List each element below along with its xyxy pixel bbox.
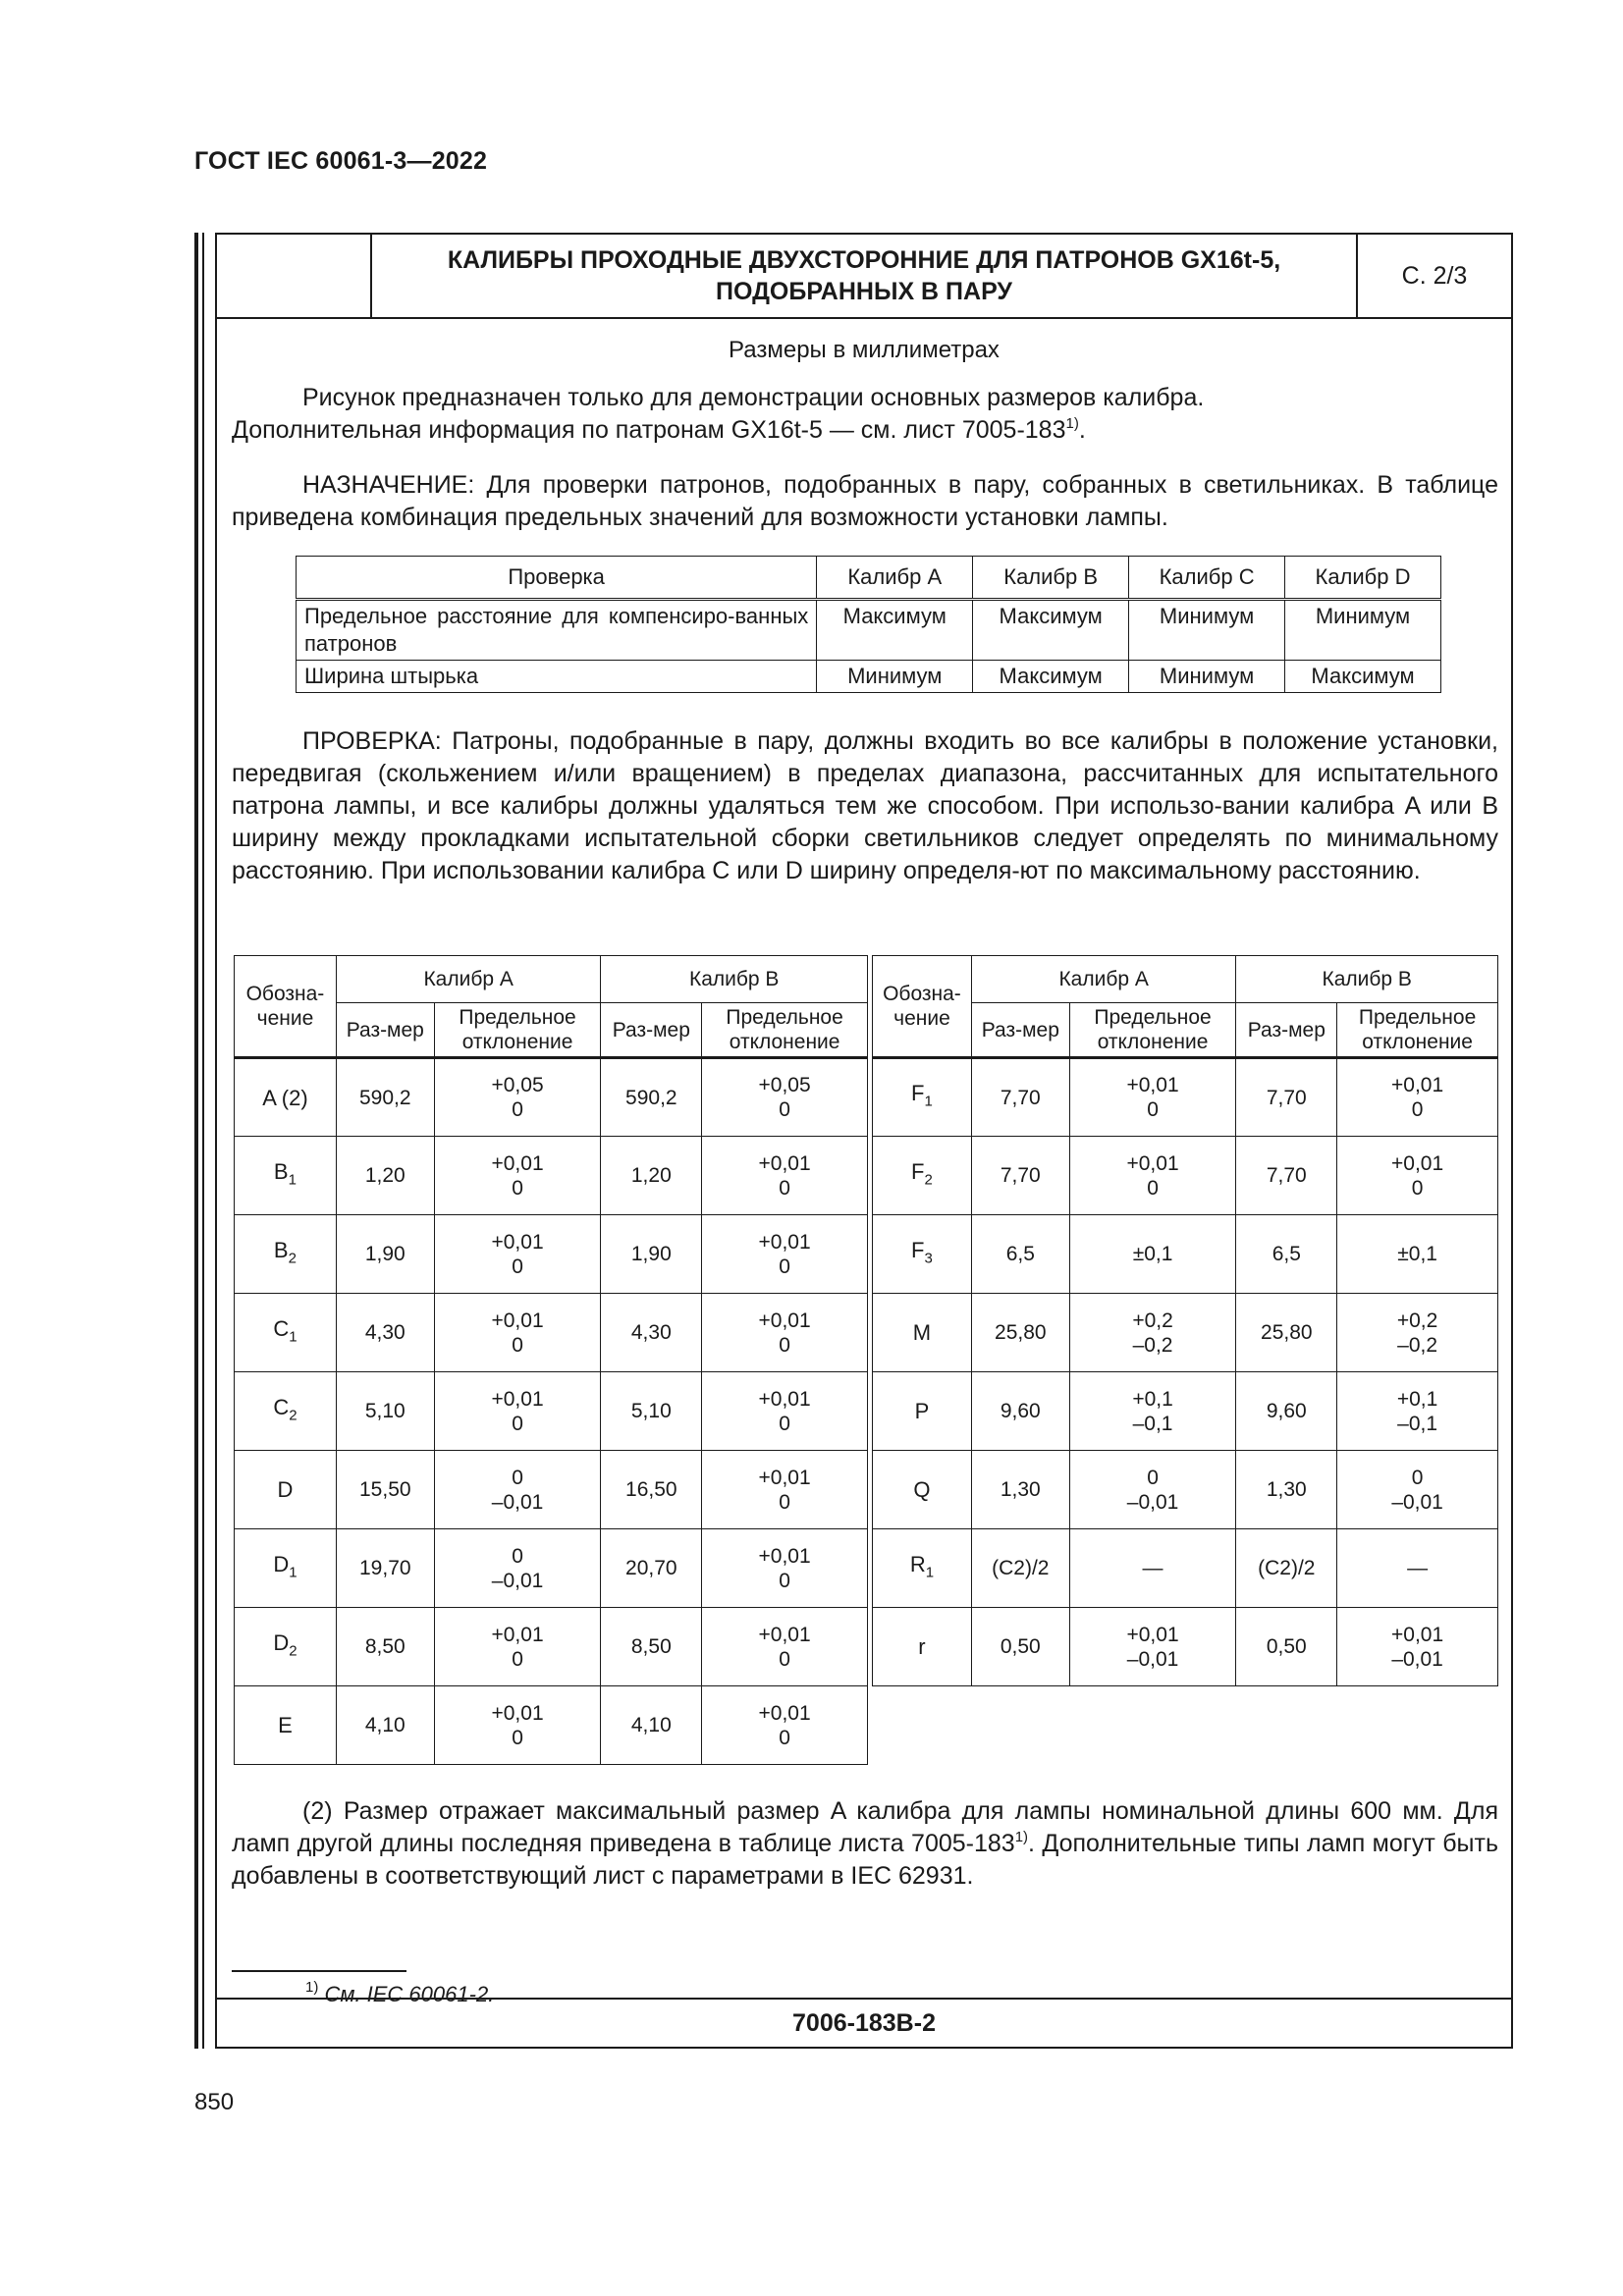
table-row	[235, 1137, 868, 1215]
check-table-row	[297, 600, 1441, 661]
tolerance-cell	[702, 1451, 868, 1529]
tolerance-cell	[1069, 1529, 1236, 1608]
designation-letter: C	[273, 1315, 290, 1341]
tolerance-cell	[702, 1215, 868, 1294]
title-block	[217, 235, 1511, 319]
intro-end: .	[1078, 416, 1086, 444]
designation-index: 1	[289, 1564, 298, 1581]
column-header-gauge-b: Калибр B	[601, 956, 868, 1003]
check-table-row	[297, 661, 1441, 693]
tolerance-cell	[434, 1215, 601, 1294]
tolerance-cell	[1337, 1451, 1498, 1529]
footnote-ref: 1)	[1065, 415, 1079, 432]
designation-index: 1	[924, 1093, 933, 1110]
designation-cell	[235, 1372, 337, 1451]
tolerance-upper: +0,1	[1132, 1387, 1173, 1411]
tolerance-cell	[702, 1608, 868, 1686]
check-table-header: Калибр B	[973, 557, 1129, 600]
tolerance-lower: 0	[1411, 1098, 1424, 1121]
tolerance-upper: +0,01	[1391, 1623, 1444, 1646]
check-table-header: Проверка	[297, 557, 817, 600]
size-cell: 4,30	[336, 1294, 434, 1372]
tolerance-lower: 0	[1147, 1176, 1159, 1200]
tolerance-cell	[434, 1686, 601, 1765]
tolerance-cell	[1069, 1215, 1236, 1294]
table-row	[235, 1215, 868, 1294]
size-cell: 9,60	[971, 1372, 1069, 1451]
tolerance-lower: –0,01	[1126, 1647, 1179, 1671]
tolerance-upper: +0,01	[1391, 1151, 1444, 1175]
size-cell: 9,60	[1236, 1372, 1337, 1451]
size-cell: 1,90	[601, 1215, 702, 1294]
designation-cell	[873, 1058, 972, 1137]
size-cell: 6,5	[971, 1215, 1069, 1294]
sheet-frame	[215, 233, 1513, 2049]
tolerance-upper: +0,01	[491, 1308, 544, 1332]
size-cell: 4,10	[336, 1686, 434, 1765]
designation-letter: B	[273, 1158, 289, 1184]
check-table-cell: Минимум	[1129, 600, 1285, 661]
tolerance-upper: +0,05	[491, 1074, 544, 1096]
tolerance-lower: –0,01	[1391, 1647, 1443, 1671]
footnote-divider	[232, 1970, 406, 1972]
tolerance-upper: +0,01	[491, 1623, 544, 1646]
size-cell: 5,10	[601, 1372, 702, 1451]
tolerance-upper: +0,01	[1126, 1074, 1179, 1096]
size-cell: 0,50	[1236, 1608, 1337, 1686]
tolerance-lower: 0	[512, 1176, 523, 1200]
tolerance-cell	[1069, 1058, 1236, 1137]
designation-letter: F	[911, 1081, 925, 1106]
tolerance-cell	[1337, 1137, 1498, 1215]
sheet-code: 7006-183B-2	[217, 1998, 1511, 2047]
size-cell: 19,70	[336, 1529, 434, 1608]
tolerance-upper: +0,01	[1126, 1623, 1179, 1646]
size-cell: 7,70	[971, 1058, 1069, 1137]
designation-letter: A (2)	[262, 1085, 308, 1110]
tolerance-lower: –0,01	[1391, 1490, 1443, 1514]
size-cell: 20,70	[601, 1529, 702, 1608]
designation-index: 2	[289, 1407, 298, 1424]
size-cell: 1,30	[971, 1451, 1069, 1529]
table-row	[873, 1058, 1498, 1137]
size-cell: 15,50	[336, 1451, 434, 1529]
size-cell: 590,2	[336, 1058, 434, 1137]
table-row	[873, 1372, 1498, 1451]
designation-index: 2	[924, 1171, 933, 1189]
size-cell: 16,50	[601, 1451, 702, 1529]
tolerance-upper: +0,01	[491, 1387, 544, 1411]
tolerance-upper: +0,01	[1391, 1074, 1444, 1096]
check-table-cell: Максимум	[1285, 661, 1441, 693]
tolerance-cell	[702, 1058, 868, 1137]
designation-letter: Q	[913, 1477, 931, 1502]
designation-cell	[873, 1608, 972, 1686]
tolerance-lower: 0	[512, 1647, 523, 1671]
check-table-header: Калибр C	[1129, 557, 1285, 600]
tolerance-cell	[434, 1372, 601, 1451]
size-cell: (C2)/2	[971, 1529, 1069, 1608]
title-block-empty-cell	[217, 235, 372, 317]
purpose-paragraph: НАЗНАЧЕНИЕ: Для проверки патронов, подобранных в пару, собранных в светильниках. В таблице приведена комбинация предельных значений для возможности установки лампы.	[232, 471, 1498, 531]
margin-rule	[202, 233, 204, 2049]
table-row	[235, 1686, 868, 1765]
tolerance-upper: +0,01	[758, 1308, 811, 1332]
designation-letter: R	[909, 1551, 926, 1576]
size-cell: 8,50	[336, 1608, 434, 1686]
tolerance-upper: +0,01	[491, 1701, 544, 1725]
designation-cell	[235, 1529, 337, 1608]
check-table-cell: Минимум	[1285, 600, 1441, 661]
designation-letter: B	[273, 1237, 289, 1262]
designation-letter: P	[914, 1399, 930, 1423]
tolerance-cell	[1337, 1529, 1498, 1608]
tolerance-cell	[702, 1686, 868, 1765]
table-row	[873, 1294, 1498, 1372]
designation-letter: D	[273, 1551, 290, 1576]
tolerance-upper: —	[1142, 1557, 1163, 1579]
tolerance-cell	[1069, 1608, 1236, 1686]
designation-cell	[873, 1137, 972, 1215]
designation-cell	[235, 1686, 337, 1765]
tolerance-upper: +0,01	[491, 1230, 544, 1254]
tolerance-lower: –0,01	[491, 1490, 544, 1514]
sheet-number: С. 2/3	[1401, 261, 1468, 290]
tolerance-upper: +0,01	[1126, 1151, 1179, 1175]
size-cell: 1,20	[336, 1137, 434, 1215]
tolerance-cell	[702, 1372, 868, 1451]
tolerance-upper: +0,01	[491, 1151, 544, 1175]
intro-line: Рисунок предназначен только для демонстрации основных размеров калибра.	[302, 384, 1205, 411]
tolerance-upper: +0,01	[758, 1623, 811, 1646]
size-cell: 7,70	[971, 1137, 1069, 1215]
tolerance-lower: 0	[512, 1726, 523, 1749]
designation-cell	[873, 1294, 972, 1372]
tolerance-cell	[1337, 1215, 1498, 1294]
tolerance-lower: 0	[1147, 1098, 1159, 1121]
check-table-cell: Минимум	[817, 661, 973, 693]
tolerance-lower: –0,2	[1397, 1333, 1438, 1357]
column-header-tolerance: Предельное отклонение	[1069, 1003, 1236, 1058]
designation-cell	[235, 1451, 337, 1529]
size-cell: 5,10	[336, 1372, 434, 1451]
tolerance-upper: 0	[512, 1466, 523, 1489]
column-header-size: Раз-мер	[336, 1003, 434, 1058]
designation-letter: F	[911, 1158, 925, 1184]
table-row	[235, 1058, 868, 1137]
designation-letter: E	[278, 1713, 293, 1737]
tolerance-upper: 0	[1147, 1466, 1159, 1489]
tolerance-upper: +0,01	[758, 1544, 811, 1568]
size-cell: 1,30	[1236, 1451, 1337, 1529]
column-header-gauge-a: Калибр A	[971, 956, 1236, 1003]
tolerance-upper: +0,01	[758, 1230, 811, 1254]
tolerance-cell	[1069, 1372, 1236, 1451]
tolerance-upper: +0,01	[758, 1387, 811, 1411]
tolerance-cell	[1069, 1451, 1236, 1529]
designation-cell	[235, 1608, 337, 1686]
check-table-cell: Максимум	[817, 600, 973, 661]
tolerance-cell	[1337, 1058, 1498, 1137]
column-header-designation: Обозна-чение	[873, 956, 972, 1058]
margin-rule	[194, 233, 198, 2049]
tolerance-upper: ±0,1	[1132, 1243, 1173, 1265]
tolerance-cell	[702, 1294, 868, 1372]
designation-letter: D	[273, 1629, 290, 1655]
designation-index: 3	[924, 1250, 933, 1267]
size-cell: 7,70	[1236, 1137, 1337, 1215]
tolerance-lower: 0	[779, 1490, 790, 1514]
tolerance-lower: 0	[512, 1098, 523, 1121]
size-cell: 8,50	[601, 1608, 702, 1686]
tolerance-cell	[434, 1529, 601, 1608]
designation-letter: F	[911, 1237, 925, 1262]
note-paragraph	[232, 1795, 1498, 1893]
tolerance-lower: 0	[512, 1333, 523, 1357]
tolerance-cell	[1069, 1294, 1236, 1372]
note-text: (2) Размер отражает максимальный размер A калибра для лампы номинальной длины 600 мм. Для ламп другой длины последняя приведена в таблице листа 7005-183	[232, 1797, 1498, 1857]
dimension-table-left	[234, 955, 868, 1765]
units-note: Размеры в миллиметрах	[729, 337, 1000, 363]
tolerance-upper: —	[1407, 1557, 1429, 1579]
designation-index: 1	[289, 1328, 298, 1346]
sheet-title-line: КАЛИБРЫ ПРОХОДНЫЕ ДВУХСТОРОННИЕ ДЛЯ ПАТРОНОВ GX16t-5,	[447, 246, 1281, 274]
tolerance-upper: 0	[1411, 1466, 1424, 1489]
designation-letter: D	[277, 1477, 294, 1502]
tolerance-lower: 0	[512, 1255, 523, 1278]
tolerance-lower: 0	[779, 1176, 790, 1200]
check-table-cell: Минимум	[1129, 661, 1285, 693]
tolerance-cell	[1069, 1137, 1236, 1215]
column-header-size: Раз-мер	[601, 1003, 702, 1058]
tolerance-upper: +0,2	[1396, 1308, 1438, 1332]
column-header-gauge-a: Калибр A	[336, 956, 601, 1003]
tolerance-cell	[702, 1529, 868, 1608]
tolerance-lower: –0,2	[1132, 1333, 1173, 1357]
tolerance-lower: 0	[779, 1098, 790, 1121]
designation-letter: C	[273, 1394, 290, 1419]
dimension-table-right	[872, 955, 1498, 1686]
note-text: . Дополнительные типы ламп могут быть добавлены в соответствующий лист с параметрами в IEC 62931.	[232, 1830, 1499, 1890]
size-cell: 1,20	[601, 1137, 702, 1215]
check-table-cell: Максимум	[973, 661, 1129, 693]
designation-letter: M	[912, 1320, 932, 1345]
tolerance-cell	[1337, 1608, 1498, 1686]
document-header: ГОСТ IEC 60061-3—2022	[194, 147, 488, 175]
designation-cell	[235, 1294, 337, 1372]
tolerance-lower: –0,01	[1126, 1490, 1179, 1514]
tolerance-cell	[702, 1137, 868, 1215]
column-header-gauge-b: Калибр B	[1236, 956, 1498, 1003]
check-table-header: Калибр D	[1285, 557, 1441, 600]
table-row	[873, 1608, 1498, 1686]
tolerance-upper: +0,01	[758, 1701, 811, 1725]
check-table-cell: Максимум	[973, 600, 1129, 661]
tolerance-cell	[434, 1137, 601, 1215]
table-row	[873, 1529, 1498, 1608]
designation-cell	[235, 1215, 337, 1294]
check-table	[296, 556, 1441, 693]
size-cell: (C2)/2	[1236, 1529, 1337, 1608]
tolerance-cell	[434, 1608, 601, 1686]
tolerance-lower: –0,1	[1397, 1412, 1438, 1435]
tolerance-upper: ±0,1	[1397, 1243, 1437, 1265]
size-cell: 590,2	[601, 1058, 702, 1137]
sheet-title-line: ПОДОБРАННЫХ В ПАРУ	[716, 278, 1012, 305]
tolerance-upper: +0,01	[758, 1466, 811, 1489]
designation-cell	[873, 1451, 972, 1529]
tolerance-lower: –0,1	[1132, 1412, 1173, 1435]
designation-index: 2	[289, 1642, 298, 1660]
designation-cell	[873, 1529, 972, 1608]
designation-letter: r	[918, 1634, 926, 1659]
footnote-mark: 1)	[305, 1979, 319, 1996]
tolerance-cell	[1337, 1372, 1498, 1451]
tolerance-lower: –0,01	[491, 1569, 544, 1592]
tolerance-lower: 0	[779, 1412, 790, 1435]
table-row	[235, 1372, 868, 1451]
verification-paragraph: ПРОВЕРКА: Патроны, подобранные в пару, должны входить во все калибры в положение установки, передвигая (скольжением и/или вращением) в пределах диапазона, рассчитанных для испытательного патрона лампы, и все калибры должны удаляться тем же способом. При использо-вании калибра A или B ширину между прокладками испытательной сборки светильников следует определять по минимальному расстоянию. При использовании калибра C или D ширину определя-ют по максимальному расстоянию.	[232, 727, 1498, 884]
footnote-ref: 1)	[1014, 1829, 1029, 1845]
column-header-designation: Обозна-чение	[235, 956, 337, 1058]
intro-paragraph	[232, 382, 1498, 447]
tolerance-lower: 0	[779, 1647, 790, 1671]
tolerance-cell	[434, 1294, 601, 1372]
column-header-tolerance: Предельное отклонение	[702, 1003, 868, 1058]
tolerance-upper: +0,2	[1132, 1308, 1173, 1332]
table-row	[873, 1137, 1498, 1215]
tolerance-upper: +0,01	[758, 1151, 811, 1175]
size-cell: 7,70	[1236, 1058, 1337, 1137]
sheet-title	[372, 235, 1358, 317]
tolerance-lower: 0	[779, 1726, 790, 1749]
designation-cell	[235, 1058, 337, 1137]
table-row	[235, 1451, 868, 1529]
table-row	[873, 1215, 1498, 1294]
size-cell: 6,5	[1236, 1215, 1337, 1294]
tolerance-lower: 0	[1411, 1176, 1424, 1200]
tolerance-upper: +0,1	[1396, 1387, 1438, 1411]
tolerance-cell	[434, 1451, 601, 1529]
footnote-text: См. IEC 60061-2.	[318, 1982, 495, 2006]
tolerance-cell	[434, 1058, 601, 1137]
check-table-header: Калибр A	[817, 557, 973, 600]
table-row	[235, 1294, 868, 1372]
designation-cell	[873, 1215, 972, 1294]
check-table-cell: Ширина штырька	[297, 661, 817, 693]
column-header-size: Раз-мер	[1236, 1003, 1337, 1058]
tolerance-lower: 0	[779, 1569, 790, 1592]
size-cell: 1,90	[336, 1215, 434, 1294]
table-row	[235, 1608, 868, 1686]
column-header-size: Раз-мер	[971, 1003, 1069, 1058]
tolerance-lower: 0	[779, 1255, 790, 1278]
column-header-tolerance: Предельное отклонение	[434, 1003, 601, 1058]
tolerance-upper: 0	[512, 1544, 523, 1568]
designation-index: 2	[288, 1250, 297, 1267]
column-header-tolerance: Предельное отклонение	[1337, 1003, 1498, 1058]
size-cell: 0,50	[971, 1608, 1069, 1686]
size-cell: 25,80	[971, 1294, 1069, 1372]
designation-cell	[235, 1137, 337, 1215]
intro-line: Дополнительная информация по патронам GX16t-5 — см. лист 7005-183	[232, 416, 1066, 444]
tolerance-lower: 0	[512, 1412, 523, 1435]
table-row	[235, 1529, 868, 1608]
designation-cell	[873, 1372, 972, 1451]
size-cell: 4,10	[601, 1686, 702, 1765]
size-cell: 4,30	[601, 1294, 702, 1372]
tolerance-upper: +0,05	[758, 1074, 811, 1096]
size-cell: 25,80	[1236, 1294, 1337, 1372]
tolerance-lower: 0	[779, 1333, 790, 1357]
page-number: 850	[194, 2089, 235, 2115]
designation-index: 1	[288, 1171, 297, 1189]
table-row	[873, 1451, 1498, 1529]
check-table-cell: Предельное расстояние для компенсиро-ванных патронов	[297, 600, 817, 661]
designation-index: 1	[925, 1564, 935, 1581]
tolerance-cell	[1337, 1294, 1498, 1372]
